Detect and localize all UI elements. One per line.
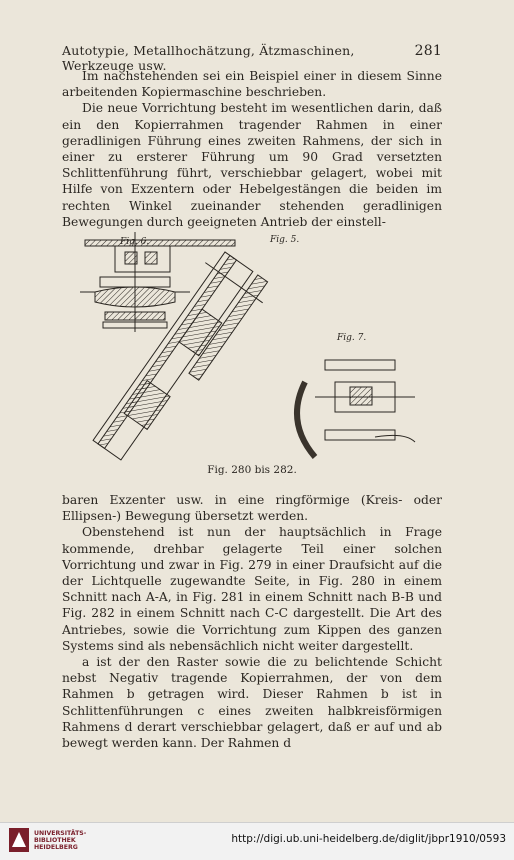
body-text-top [62,68,442,230]
paragraph: a ist der den Raster sowie die zu belichtende Schicht nebst Negativ tragende Kopierrahmen, der von dem Rahmen b getragen wird. Dieser Rahmen b ist in Schlittenführungen c eines zweiten halbkreisförmigen Rahmens d derart verschiebbar gelagert, daß er auf und ab bewegt werden kann. Der Rahmen d [62,655,442,751]
university-seal-icon [8,827,30,853]
viewer-footer [0,822,514,860]
paragraph: Im nachstehenden sei ein Beispiel einer in diesem Sinne arbeitenden Kopiermaschine beschrieben. [62,69,442,100]
fig7-drawing [297,360,415,457]
logo-line: UNIVERSITÄTS- [34,829,87,837]
paragraph: Obenstehend ist nun der hauptsächlich in Frage kommende, drehbar gelagerte Teil einer solchen Vorrichtung und zwar in Fig. 279 in einer Draufsicht auf die der Lichtquelle zugewandte Seite, in Fig. 280 in einem Schnitt nach A-A, in Fig. 281 in einem Schnitt nach B-B und Fig. 282 in einem Schnitt nach C-C dargestellt. Die Art des Antriebes, sowie die Vorrichtung zum Kippen des ganzen Systems sind als nebensächlich nicht weiter dargestellt. [62,525,442,653]
figure-caption: Fig. 280 bis 282. [207,464,297,476]
logo-line: HEIDELBERG [34,843,78,851]
fig7-label: Fig. 7. [337,333,367,343]
header-title: Autotypie, Metallhochätzung, Ätzmaschinen, Werkzeuge usw. [62,43,355,73]
body-text-bottom [62,492,442,751]
paragraph: Die neue Vorrichtung besteht im wesentlichen darin, daß ein den Kopierrahmen tragender Rahmen in einer geradlinigen Führung eines zweiten Rahmens, der sich in einer zu ersterer Führung um 90 Grad versetzten Schlittenführung führt, verschiebbar gelagert, wobei mit Hilfe von Exzentern oder Hebelgestängen die beiden im rechten Winkel zueinander stehenden geradlinigen Bewegungen durch geeigneten Antrieb der einstell- [62,101,442,229]
permalink-url[interactable]: http://digi.ub.uni-heidelberg.de/diglit/jbpr1910/0593 [231,833,506,845]
fig5-label: Fig. 5. [270,235,300,245]
fig5-drawing [85,246,274,472]
library-logo[interactable] [8,827,86,853]
technical-figure [75,232,435,472]
logo-line: BIBLIOTHEK [34,836,76,844]
page-number: 281 [414,43,442,59]
paragraph: baren Exzenter usw. in eine ringförmige (Kreis- oder Ellipsen-) Bewegung übersetzt werden. [62,493,442,524]
figure-drawing [75,232,435,472]
fig6-label: Fig. 6. [120,237,150,247]
